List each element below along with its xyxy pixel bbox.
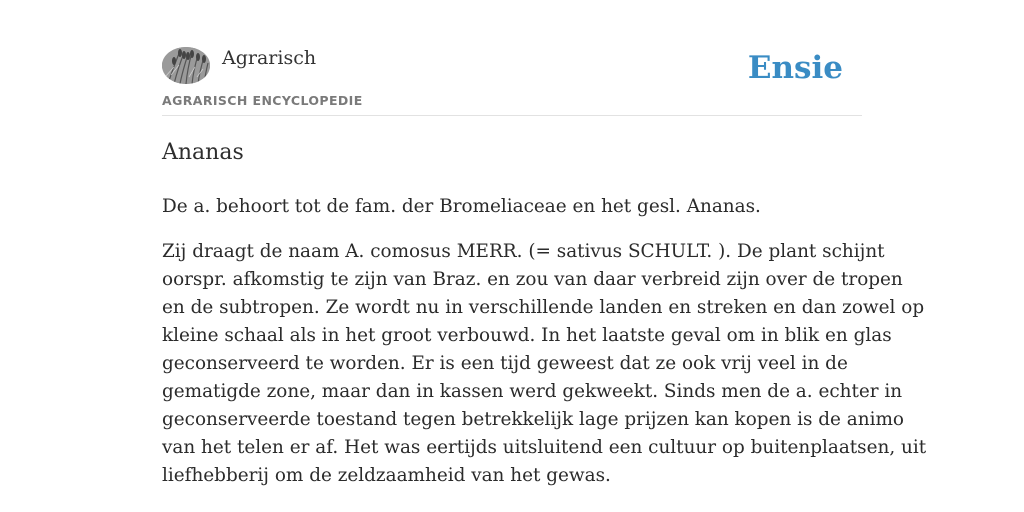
- text-line: gematigde zone, maar dan in kassen werd gekweekt. Sinds men de a. echter in: [162, 381, 903, 402]
- paragraph-2: [162, 238, 927, 490]
- text-line: geconserveerde toestand tegen betrekkelijk lage prijzen kan kopen is de animo: [162, 409, 904, 430]
- text-line: liefhebberij om de zeldzaamheid van het gewas.: [162, 465, 611, 486]
- header-divider: [162, 115, 862, 116]
- wheat-icon[interactable]: [162, 47, 210, 84]
- source-subtitle[interactable]: AGRARISCH ENCYCLOPEDIE: [162, 93, 363, 108]
- source-name[interactable]: Agrarisch: [222, 47, 317, 69]
- article-body: [162, 193, 927, 507]
- brand-logo[interactable]: Ensie: [747, 50, 843, 86]
- page-title: Ananas: [162, 140, 244, 165]
- text-line: van het telen er af. Het was eertijds uitsluitend een cultuur op buitenplaatsen, uit: [162, 437, 927, 458]
- text-line: Zij draagt de naam A. comosus MERR. (= sativus SCHULT. ). De plant schijnt: [162, 241, 885, 262]
- text-line: en de subtropen. Ze wordt nu in verschillende landen en streken en dan zowel op: [162, 297, 925, 318]
- paragraph-1: De a. behoort tot de fam. der Bromeliaceae en het gesl. Ananas.: [162, 196, 761, 217]
- text-line: kleine schaal als in het groot verbouwd. In het laatste geval om in blik en glas: [162, 325, 892, 346]
- text-line: geconserveerd te worden. Er is een tijd geweest dat ze ook vrij veel in de: [162, 353, 848, 374]
- text-line: oorspr. afkomstig te zijn van Braz. en zou van daar verbreid zijn over de tropen: [162, 269, 903, 290]
- header: [162, 46, 862, 116]
